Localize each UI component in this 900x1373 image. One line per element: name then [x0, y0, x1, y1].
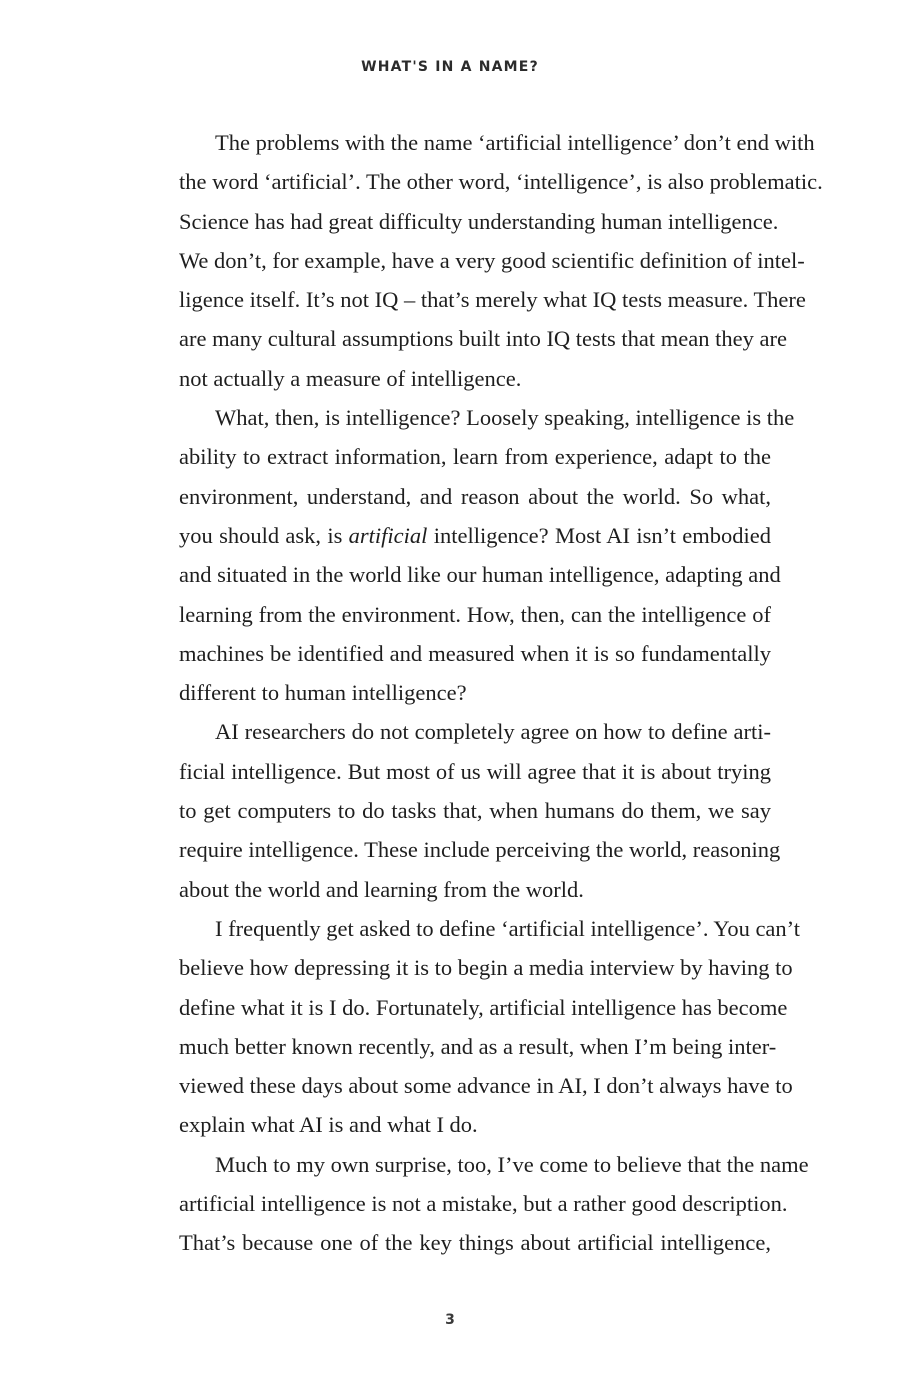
text-segment: you should ask, is — [179, 522, 349, 548]
text-line: the word ‘artificial’. The other word, ‘intelligence’, is also problematic. — [179, 169, 823, 195]
text-line: We don’t, for example, have a very good scientific definition of intel- — [179, 247, 805, 273]
text-line-with-italic — [143, 516, 771, 555]
paragraph-4 — [143, 909, 800, 1145]
text-line: viewed these days about some advance in AI, I don’t always have to — [179, 1073, 793, 1099]
text-line: and situated in the world like our human intelligence, adapting and — [179, 562, 781, 588]
text-line: require intelligence. These include perceiving the world, reasoning — [179, 837, 781, 863]
text-line: artificial intelligence is not a mistake, but a rather good description. — [179, 1191, 788, 1217]
text-line: define what it is I do. Fortunately, artificial intelligence has become — [179, 994, 788, 1020]
paragraph-5 — [143, 1145, 809, 1263]
text-line: different to human intelligence? — [179, 680, 467, 706]
text-line: explain what AI is and what I do. — [179, 1112, 478, 1138]
text-line: AI researchers do not completely agree on how to define arti- — [215, 719, 771, 745]
text-line: believe how depressing it is to begin a media interview by having to — [179, 955, 793, 981]
text-line: The problems with the name ‘artificial intelligence’ don’t end with — [215, 130, 815, 155]
text-line: What, then, is intelligence? Loosely speaking, intelligence is the — [215, 405, 795, 431]
text-line: learning from the environment. How, then, can the intelligence of — [179, 601, 771, 627]
text-line: Science has had great difficulty understanding human intelligence. — [179, 208, 779, 234]
text-line: much better known recently, and as a result, when I’m being inter- — [179, 1033, 777, 1059]
body-text — [143, 123, 823, 1263]
text-line: ligence itself. It’s not IQ – that’s merely what IQ tests measure. There — [179, 287, 806, 313]
text-segment: intelligence? Most AI isn’t embodied — [427, 522, 771, 548]
text-line: I frequently get asked to define ‘artificial intelligence’. You can’t — [215, 915, 800, 941]
text-line: about the world and learning from the world. — [179, 876, 584, 902]
text-line: ability to extract information, learn from experience, adapt to the — [179, 444, 771, 470]
text-line: That’s because one of the key things about artificial intelligence, — [179, 1230, 771, 1256]
italic-word: artificial — [348, 522, 428, 548]
text-line: environment, understand, and reason about the world. So what, — [179, 483, 771, 509]
running-head: WHAT'S IN A NAME? — [361, 59, 539, 75]
paragraph-3 — [143, 712, 781, 908]
page-number: 3 — [445, 1312, 455, 1328]
text-line: are many cultural assumptions built into IQ tests that mean they are — [179, 326, 787, 352]
text-line: Much to my own surprise, too, I’ve come to believe that the name — [215, 1151, 809, 1177]
text-line: to get computers to do tasks that, when humans do them, we say — [179, 798, 771, 824]
paragraph-2 — [143, 398, 795, 712]
paragraph-1 — [143, 123, 823, 398]
text-line: machines be identified and measured when it is so fundamentally — [179, 640, 771, 666]
text-line: not actually a measure of intelligence. — [179, 365, 522, 391]
text-line: ficial intelligence. But most of us will agree that it is about trying — [179, 758, 771, 784]
